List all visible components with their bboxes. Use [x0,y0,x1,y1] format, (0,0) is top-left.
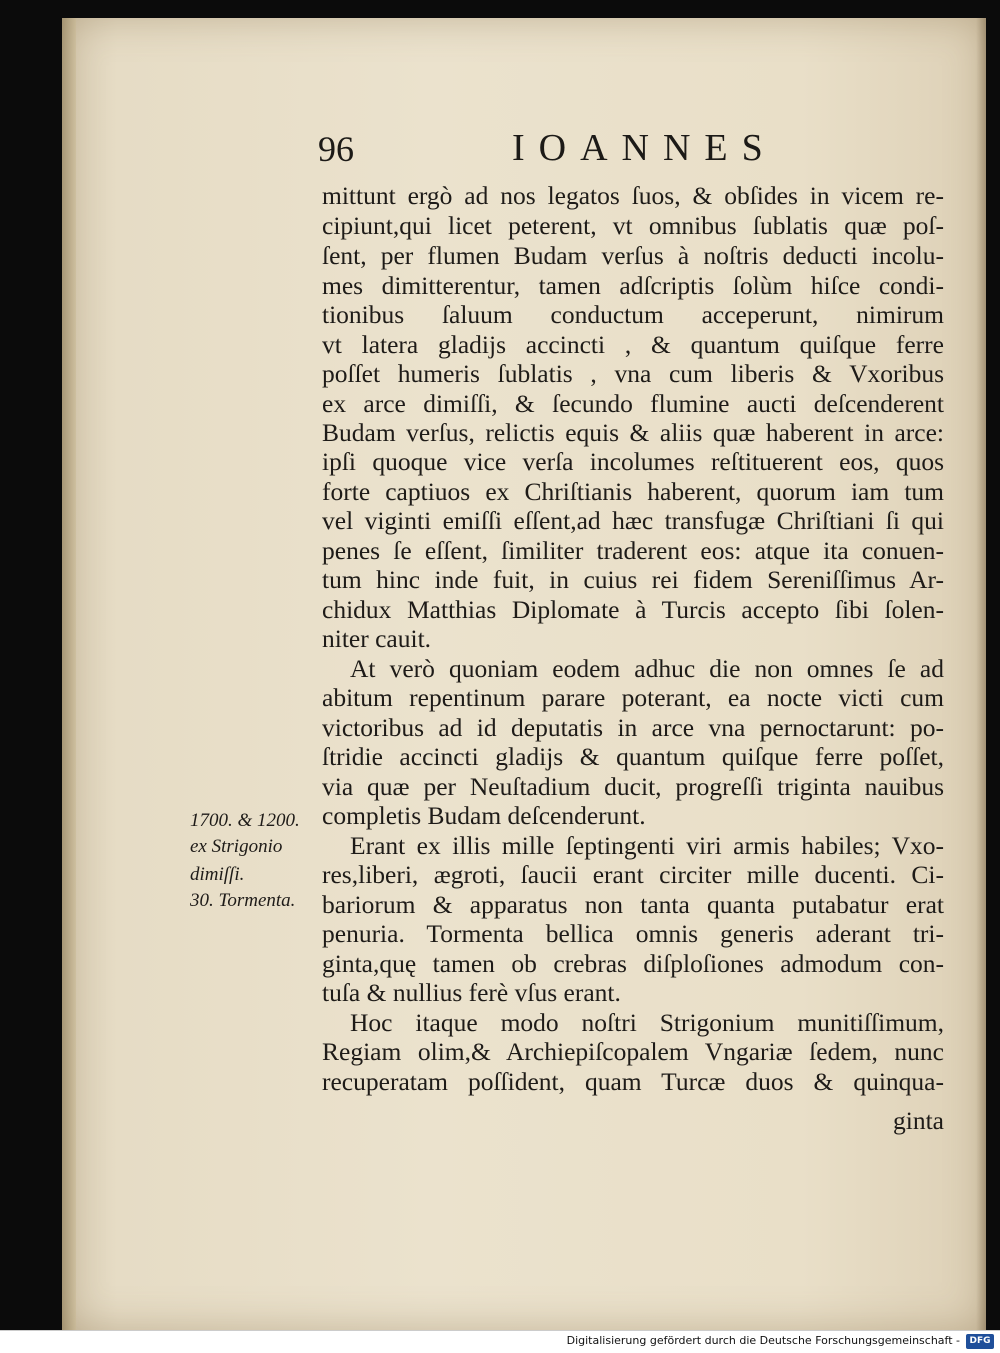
text-line: via quæ per Neuſtadium ducit, progreſſi triginta nauibus [322,772,944,801]
text-line: niter cauit. [322,624,432,653]
text-line: mes dimitterentur, tamen adſcriptis ſolùm hiſce condi- [322,271,944,300]
text-line: tuſa & nullius ferè vſus erant. [322,978,621,1007]
text-line: vel viginti emiſſi eſſent,ad hæc transfugæ Chriſtiani ſi qui [322,506,944,535]
text-line: ipſi quoque vice verſa incolumes reſtituerent eos, quos [322,447,944,476]
text-line: abitum repentinum parare poterant, ea nocte victi cum [322,683,944,712]
text-line: tionibus ſaluum conductum acceperunt, nimirum [322,300,944,329]
catchword: ginta [893,1106,944,1135]
text-line: recuperatam poſſident, quam Turcæ duos & quinqua- [322,1067,944,1096]
text-line: chidux Matthias Diplomate à Turcis accepto ſibi ſolen- [322,595,944,624]
text-line: mittunt ergò ad nos legatos ſuos, & obſides in vicem re- [322,181,944,210]
text-line: Erant ex illis mille ſeptingenti viri armis habiles; Vxo- [350,831,944,860]
page-gutter [62,18,76,1330]
page-edge-shadow [976,18,986,1330]
text-line: res,liberi, ægroti, ſaucii erant circiter mille ducenti. Ci- [322,860,944,889]
text-line: tum hinc inde fuit, in cuius rei fidem Sereniſſimus Ar- [322,565,944,594]
text-line: At verò quoniam eodem adhuc die non omnes ſe ad [350,654,944,683]
text-line: penes ſe eſſent, ſimiliter traderent eos: atque ita conuen- [322,536,944,565]
text-line: bariorum & apparatus non tanta quanta putabatur erat [322,890,944,919]
text-line: Hoc itaque modo noſtri Strigonium munitiſſimum, [350,1008,944,1037]
footer-credit: Digitalisierung gefördert durch die Deutsche Forschungsgemeinschaft - [566,1334,960,1347]
text-line: penuria. Tormenta bellica omnis generis aderant tri- [322,919,944,948]
dfg-logo: DFG [966,1334,994,1349]
text-line: ſent, per flumen Budam verſus à noſtris deducti incolu- [322,241,944,270]
text-line: cipiunt,qui licet peterent, vt omnibus ſublatis quæ poſ- [322,211,944,240]
running-title: IOANNES [512,127,777,169]
text-line: completis Budam deſcenderunt. [322,801,646,830]
text-line: vt latera gladijs accincti , & quantum quiſque ferre [322,330,944,359]
marginal-note: dimiſſi. [190,864,245,885]
text-line: forte captiuos ex Chriſtianis haberent, quorum iam tum [322,477,944,506]
marginal-note: 1700. & 1200. [190,810,300,831]
text-line: ſtridie accincti gladijs & quantum quiſque ferre poſſet, [322,742,944,771]
marginal-note: ex Strigonio [190,836,283,857]
footer-bar [0,1330,1000,1353]
text-line: Regiam olim,& Archiepiſcopalem Vngariæ ſedem, nunc [322,1037,944,1066]
text-line: Budam verſus, relictis equis & aliis quæ haberent in arce: [322,418,944,447]
page-number: 96 [318,129,354,169]
text-line: poſſet humeris ſublatis , vna cum liberis & Vxoribus [322,359,944,388]
text-line: ex arce dimiſſi, & ſecundo flumine aucti deſcenderent [322,389,944,418]
marginal-note: 30. Tormenta. [190,890,296,911]
text-line: ginta,quę tamen ob crebras diſploſiones admodum con- [322,949,944,978]
text-line: victoribus ad id deputatis in arce vna pernoctarunt: po- [322,713,944,742]
